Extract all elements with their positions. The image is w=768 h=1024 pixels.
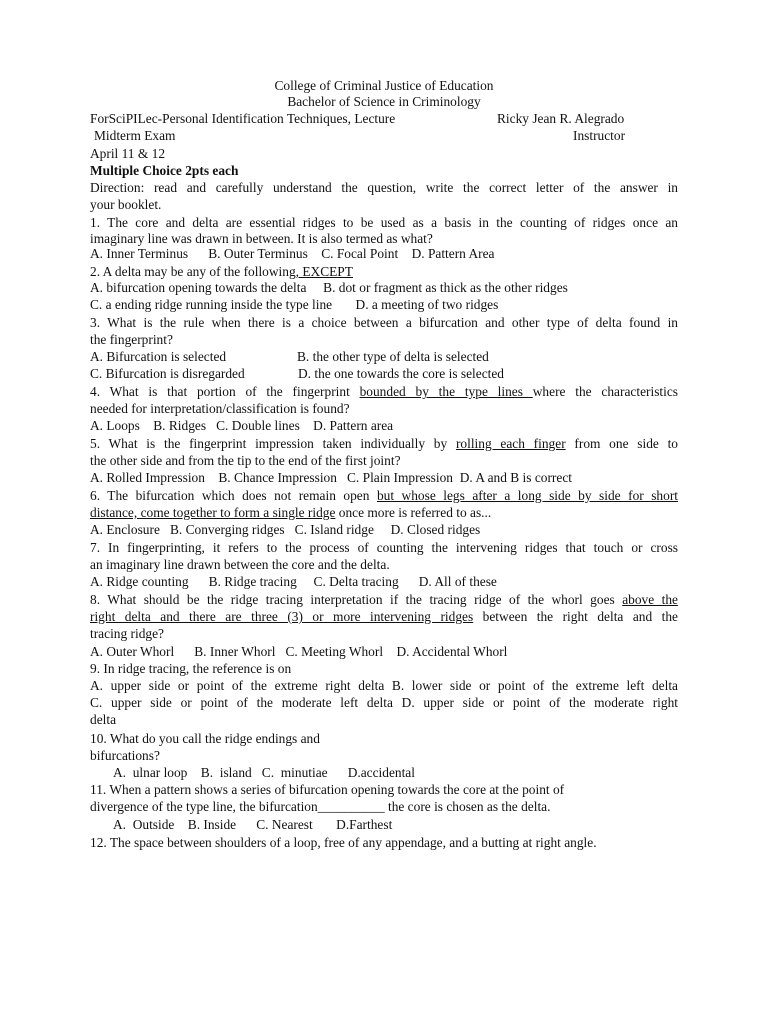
- question-6-underlined-1: but whose legs after a long side by side for short: [376, 488, 678, 503]
- question-9-options-3: delta: [90, 712, 117, 727]
- question-10-line-1: 10. What do you call the ridge endings and: [90, 731, 320, 746]
- question-1-line-1: 1. The core and delta are essential ridges to be used as a basis in the counting of ridges once an: [90, 215, 678, 230]
- question-5-text: 5. What is the fingerprint impression taken individually by: [90, 436, 456, 451]
- question-4-options: A. Loops B. Ridges C. Double lines D. Pattern area: [90, 418, 394, 433]
- question-4-text-end: where the characteristics: [532, 384, 678, 399]
- question-11-line-1: 11. When a pattern shows a series of bifurcation opening towards the core at the point of: [90, 782, 565, 797]
- question-8-options: A. Outer Whorl B. Inner Whorl C. Meeting Whorl D. Accidental Whorl: [90, 644, 508, 659]
- question-7-line-2: an imaginary line drawn between the core and the delta.: [90, 557, 390, 572]
- question-6-text-end: once more is referred to as...: [335, 505, 492, 520]
- direction-line-1: Direction: read and carefully understand the question, write the correct letter of the answer in: [90, 180, 678, 195]
- question-7-options: A. Ridge counting B. Ridge tracing C. Delta tracing D. All of these: [90, 574, 497, 589]
- question-7-line-1: 7. In fingerprinting, it refers to the process of counting the intervening ridges that touch or cross: [90, 540, 678, 555]
- question-2-options-1: A. bifurcation opening towards the delta B. dot or fragment as thick as the other ridges: [90, 280, 568, 295]
- question-3-option-c: C. Bifurcation is disregarded: [90, 366, 245, 381]
- question-5-line-1: [90, 435, 678, 452]
- question-2-options-2: C. a ending ridge running inside the type line D. a meeting of two ridges: [90, 297, 499, 312]
- question-8-line-2: [90, 608, 678, 625]
- question-5-options: A. Rolled Impression B. Chance Impression C. Plain Impression D. A and B is correct: [90, 470, 573, 485]
- question-3-line-1: 3. What is the rule when there is a choice between a bifurcation and other type of delta found in: [90, 315, 678, 330]
- question-8-line-3: tracing ridge?: [90, 626, 164, 641]
- question-4-text: 4. What is that portion of the fingerprint: [90, 384, 360, 399]
- question-6-options: A. Enclosure B. Converging ridges C. Island ridge D. Closed ridges: [90, 522, 481, 537]
- question-4-underlined: bounded by the type lines: [359, 384, 533, 399]
- question-6-text: 6. The bifurcation which does not remain open: [90, 488, 377, 503]
- question-10-options: A. ulnar loop B. island C. minutiae D.accidental: [113, 765, 415, 780]
- question-1-line-2: imaginary line was drawn in between. It is also termed as what?: [90, 231, 433, 246]
- question-3-line-2: the fingerprint?: [90, 332, 173, 347]
- question-5-underlined: rolling each finger: [455, 436, 566, 451]
- question-11-line-2: divergence of the type line, the bifurcation__________ the core is chosen as the delta.: [90, 799, 551, 814]
- question-4-line-1: [90, 383, 678, 400]
- question-9-options-1: A. upper side or point of the extreme right delta B. lower side or point of the extreme left delta: [90, 678, 678, 693]
- question-8-text: 8. What should be the ridge tracing interpretation if the tracing ridge of the whorl goes: [90, 592, 623, 607]
- program-name: Bachelor of Science in Criminology: [287, 94, 481, 109]
- question-8-underlined-2: right delta and there are three (3) or more intervening ridges: [90, 609, 474, 624]
- question-2-except: , EXCEPT: [295, 264, 353, 279]
- exam-date: April 11 & 12: [90, 146, 166, 161]
- question-4-line-2: needed for interpretation/classification is found?: [90, 401, 350, 416]
- question-8-underlined-1: above the: [622, 592, 678, 607]
- question-1-options: A. Inner Terminus B. Outer Terminus C. Focal Point D. Pattern Area: [90, 246, 495, 261]
- question-6-line-1: [90, 487, 678, 504]
- question-8-text-end: between the right delta and the: [473, 609, 678, 624]
- question-3-option-d: D. the one towards the core is selected: [298, 366, 504, 381]
- question-12-line-1: 12. The space between shoulders of a loop, free of any appendage, and a butting at right angle.: [90, 835, 597, 850]
- question-11-options: A. Outside B. Inside C. Nearest D.Farthest: [113, 817, 393, 832]
- question-9-options-2: C. upper side or point of the moderate left delta D. upper side or point of the moderate right: [90, 695, 678, 710]
- question-2-stem: [90, 263, 678, 280]
- instructor-name: Ricky Jean R. Alegrado: [497, 111, 625, 126]
- question-2-text: 2. A delta may be any of the following: [90, 264, 296, 279]
- question-6-underlined-2: distance, come together to form a single ridge: [90, 505, 336, 520]
- direction-line-2: your booklet.: [90, 197, 162, 212]
- question-8-line-1: [90, 591, 678, 608]
- section-heading: Multiple Choice 2pts each: [90, 163, 239, 178]
- question-6-line-2: [90, 504, 678, 521]
- instructor-label: Instructor: [573, 128, 626, 143]
- question-5-line-2: the other side and from the tip to the end of the first joint?: [90, 453, 401, 468]
- question-9-line-1: 9. In ridge tracing, the reference is on: [90, 661, 292, 676]
- exam-title: Midterm Exam: [94, 128, 176, 143]
- question-3-option-a: A. Bifurcation is selected: [90, 349, 227, 364]
- college-name: College of Criminal Justice of Education: [274, 78, 494, 93]
- question-3-option-b: B. the other type of delta is selected: [297, 349, 489, 364]
- question-10-line-2: bifurcations?: [90, 748, 160, 763]
- course-title: ForSciPILec-Personal Identification Techniques, Lecture: [90, 111, 396, 126]
- question-5-text-end: from one side to: [565, 436, 678, 451]
